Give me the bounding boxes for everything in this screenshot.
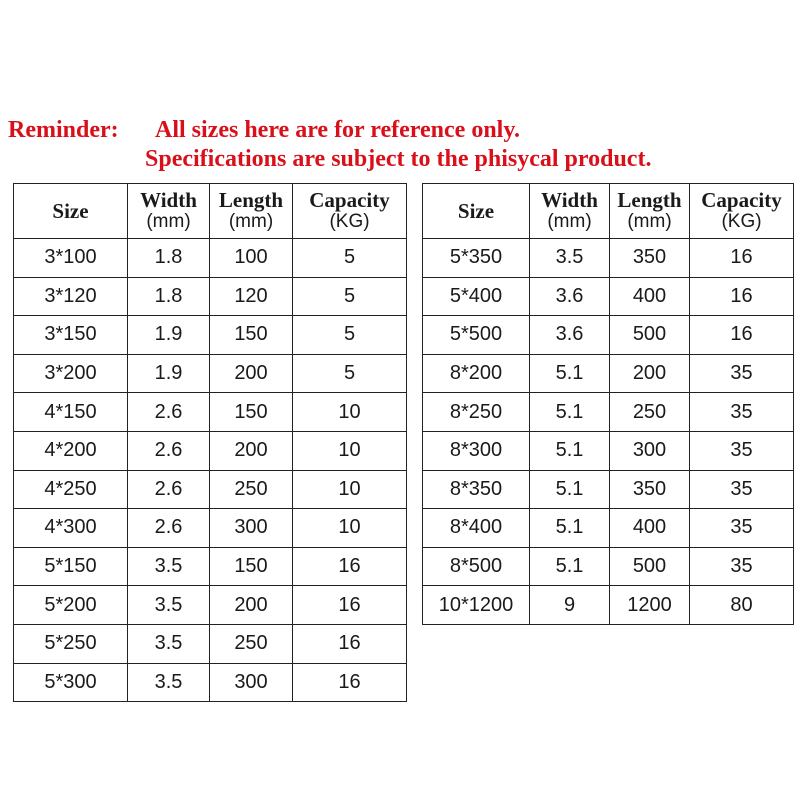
cell-capacity: 16 xyxy=(690,277,794,316)
cell-width: 5.1 xyxy=(530,509,610,548)
header-length-unit: (mm) xyxy=(228,211,274,232)
cell-width: 2.6 xyxy=(128,431,210,470)
table-row xyxy=(14,316,407,355)
cell-size: 5*250 xyxy=(14,624,128,663)
cell-length: 250 xyxy=(610,393,690,432)
cell-width: 2.6 xyxy=(128,470,210,509)
cell-length: 150 xyxy=(210,316,293,355)
cell-capacity: 5 xyxy=(293,354,407,393)
cell-capacity: 10 xyxy=(293,431,407,470)
cell-capacity: 10 xyxy=(293,393,407,432)
header-width: Width (mm) xyxy=(128,184,210,239)
cell-size: 4*150 xyxy=(14,393,128,432)
header-width-unit: (mm) xyxy=(547,211,592,232)
table-row xyxy=(14,509,407,548)
cell-size: 5*400 xyxy=(423,277,530,316)
cell-length: 300 xyxy=(210,663,293,702)
cell-width: 3.5 xyxy=(530,239,610,278)
table-row xyxy=(423,547,794,586)
cell-width: 1.9 xyxy=(128,316,210,355)
cell-length: 250 xyxy=(210,470,293,509)
header-size: Size xyxy=(423,184,530,239)
cell-width: 1.9 xyxy=(128,354,210,393)
table-row xyxy=(423,393,794,432)
cell-length: 350 xyxy=(610,470,690,509)
cell-width: 2.6 xyxy=(128,393,210,432)
cell-length: 300 xyxy=(610,431,690,470)
cell-length: 350 xyxy=(610,239,690,278)
cell-width: 2.6 xyxy=(128,509,210,548)
table-row xyxy=(423,277,794,316)
cell-size: 4*300 xyxy=(14,509,128,548)
cell-width: 9 xyxy=(530,586,610,625)
cell-width: 3.5 xyxy=(128,624,210,663)
cell-capacity: 16 xyxy=(293,624,407,663)
cell-capacity: 16 xyxy=(690,239,794,278)
table-row xyxy=(14,354,407,393)
header-width-unit: (mm) xyxy=(146,211,191,232)
table-row xyxy=(14,393,407,432)
header-length: Length (mm) xyxy=(210,184,293,239)
cell-length: 250 xyxy=(210,624,293,663)
cell-capacity: 16 xyxy=(293,547,407,586)
cell-length: 400 xyxy=(610,509,690,548)
cell-length: 200 xyxy=(210,354,293,393)
cell-width: 3.6 xyxy=(530,316,610,355)
cell-size: 4*200 xyxy=(14,431,128,470)
cell-size: 3*100 xyxy=(14,239,128,278)
cell-length: 200 xyxy=(610,354,690,393)
cell-width: 5.1 xyxy=(530,431,610,470)
cell-capacity: 16 xyxy=(293,663,407,702)
cell-size: 4*250 xyxy=(14,470,128,509)
table-row xyxy=(423,470,794,509)
table-row xyxy=(14,277,407,316)
cell-capacity: 35 xyxy=(690,354,794,393)
table-row xyxy=(423,239,794,278)
cell-capacity: 35 xyxy=(690,509,794,548)
cell-width: 1.8 xyxy=(128,239,210,278)
cell-length: 150 xyxy=(210,547,293,586)
cell-length: 100 xyxy=(210,239,293,278)
size-table-left xyxy=(13,183,407,702)
cell-capacity: 5 xyxy=(293,316,407,355)
reminder-label: Reminder: xyxy=(8,117,119,143)
cell-length: 1200 xyxy=(610,586,690,625)
cell-size: 8*250 xyxy=(423,393,530,432)
cell-size: 5*150 xyxy=(14,547,128,586)
table-row xyxy=(423,586,794,625)
cell-size: 10*1200 xyxy=(423,586,530,625)
cell-capacity: 35 xyxy=(690,547,794,586)
reminder-line-2: Specifications are subject to the phisycal product. xyxy=(145,146,652,172)
header-length-unit: (mm) xyxy=(627,211,672,232)
table-row xyxy=(14,586,407,625)
size-table-right-body xyxy=(423,239,794,625)
cell-capacity: 35 xyxy=(690,470,794,509)
cell-width: 3.6 xyxy=(530,277,610,316)
cell-capacity: 10 xyxy=(293,509,407,548)
table-row xyxy=(423,354,794,393)
cell-width: 1.8 xyxy=(128,277,210,316)
size-table-right xyxy=(422,183,794,625)
cell-size: 5*350 xyxy=(423,239,530,278)
table-header-row xyxy=(14,184,407,239)
cell-width: 3.5 xyxy=(128,586,210,625)
cell-size: 3*200 xyxy=(14,354,128,393)
cell-size: 8*400 xyxy=(423,509,530,548)
header-capacity-unit: (KG) xyxy=(329,211,370,232)
cell-width: 3.5 xyxy=(128,547,210,586)
cell-length: 300 xyxy=(210,509,293,548)
cell-capacity: 35 xyxy=(690,431,794,470)
header-length: Length (mm) xyxy=(610,184,690,239)
cell-capacity: 5 xyxy=(293,239,407,278)
table-row xyxy=(14,663,407,702)
cell-length: 500 xyxy=(610,316,690,355)
header-size: Size xyxy=(14,184,128,239)
cell-length: 200 xyxy=(210,586,293,625)
table-row xyxy=(14,239,407,278)
table-row xyxy=(14,431,407,470)
cell-size: 5*500 xyxy=(423,316,530,355)
cell-width: 5.1 xyxy=(530,547,610,586)
cell-size: 8*200 xyxy=(423,354,530,393)
cell-size: 8*500 xyxy=(423,547,530,586)
cell-capacity: 16 xyxy=(690,316,794,355)
size-table-left-body xyxy=(14,239,407,702)
table-header-row xyxy=(423,184,794,239)
header-capacity-unit: (KG) xyxy=(721,211,762,232)
header-capacity: Capacity (KG) xyxy=(293,184,407,239)
cell-size: 3*120 xyxy=(14,277,128,316)
cell-capacity: 35 xyxy=(690,393,794,432)
cell-length: 500 xyxy=(610,547,690,586)
cell-length: 150 xyxy=(210,393,293,432)
cell-length: 400 xyxy=(610,277,690,316)
cell-capacity: 10 xyxy=(293,470,407,509)
cell-width: 5.1 xyxy=(530,470,610,509)
cell-width: 3.5 xyxy=(128,663,210,702)
cell-size: 5*200 xyxy=(14,586,128,625)
cell-size: 8*300 xyxy=(423,431,530,470)
cell-size: 3*150 xyxy=(14,316,128,355)
header-capacity: Capacity (KG) xyxy=(690,184,794,239)
reminder-line-1: All sizes here are for reference only. xyxy=(155,117,521,143)
cell-capacity: 5 xyxy=(293,277,407,316)
header-width: Width (mm) xyxy=(530,184,610,239)
cell-capacity: 80 xyxy=(690,586,794,625)
table-row xyxy=(423,316,794,355)
cell-width: 5.1 xyxy=(530,393,610,432)
table-row xyxy=(423,509,794,548)
table-row xyxy=(14,624,407,663)
cell-length: 200 xyxy=(210,431,293,470)
cell-size: 8*350 xyxy=(423,470,530,509)
cell-width: 5.1 xyxy=(530,354,610,393)
cell-capacity: 16 xyxy=(293,586,407,625)
table-row xyxy=(423,431,794,470)
table-row xyxy=(14,470,407,509)
cell-length: 120 xyxy=(210,277,293,316)
table-row xyxy=(14,547,407,586)
cell-size: 5*300 xyxy=(14,663,128,702)
